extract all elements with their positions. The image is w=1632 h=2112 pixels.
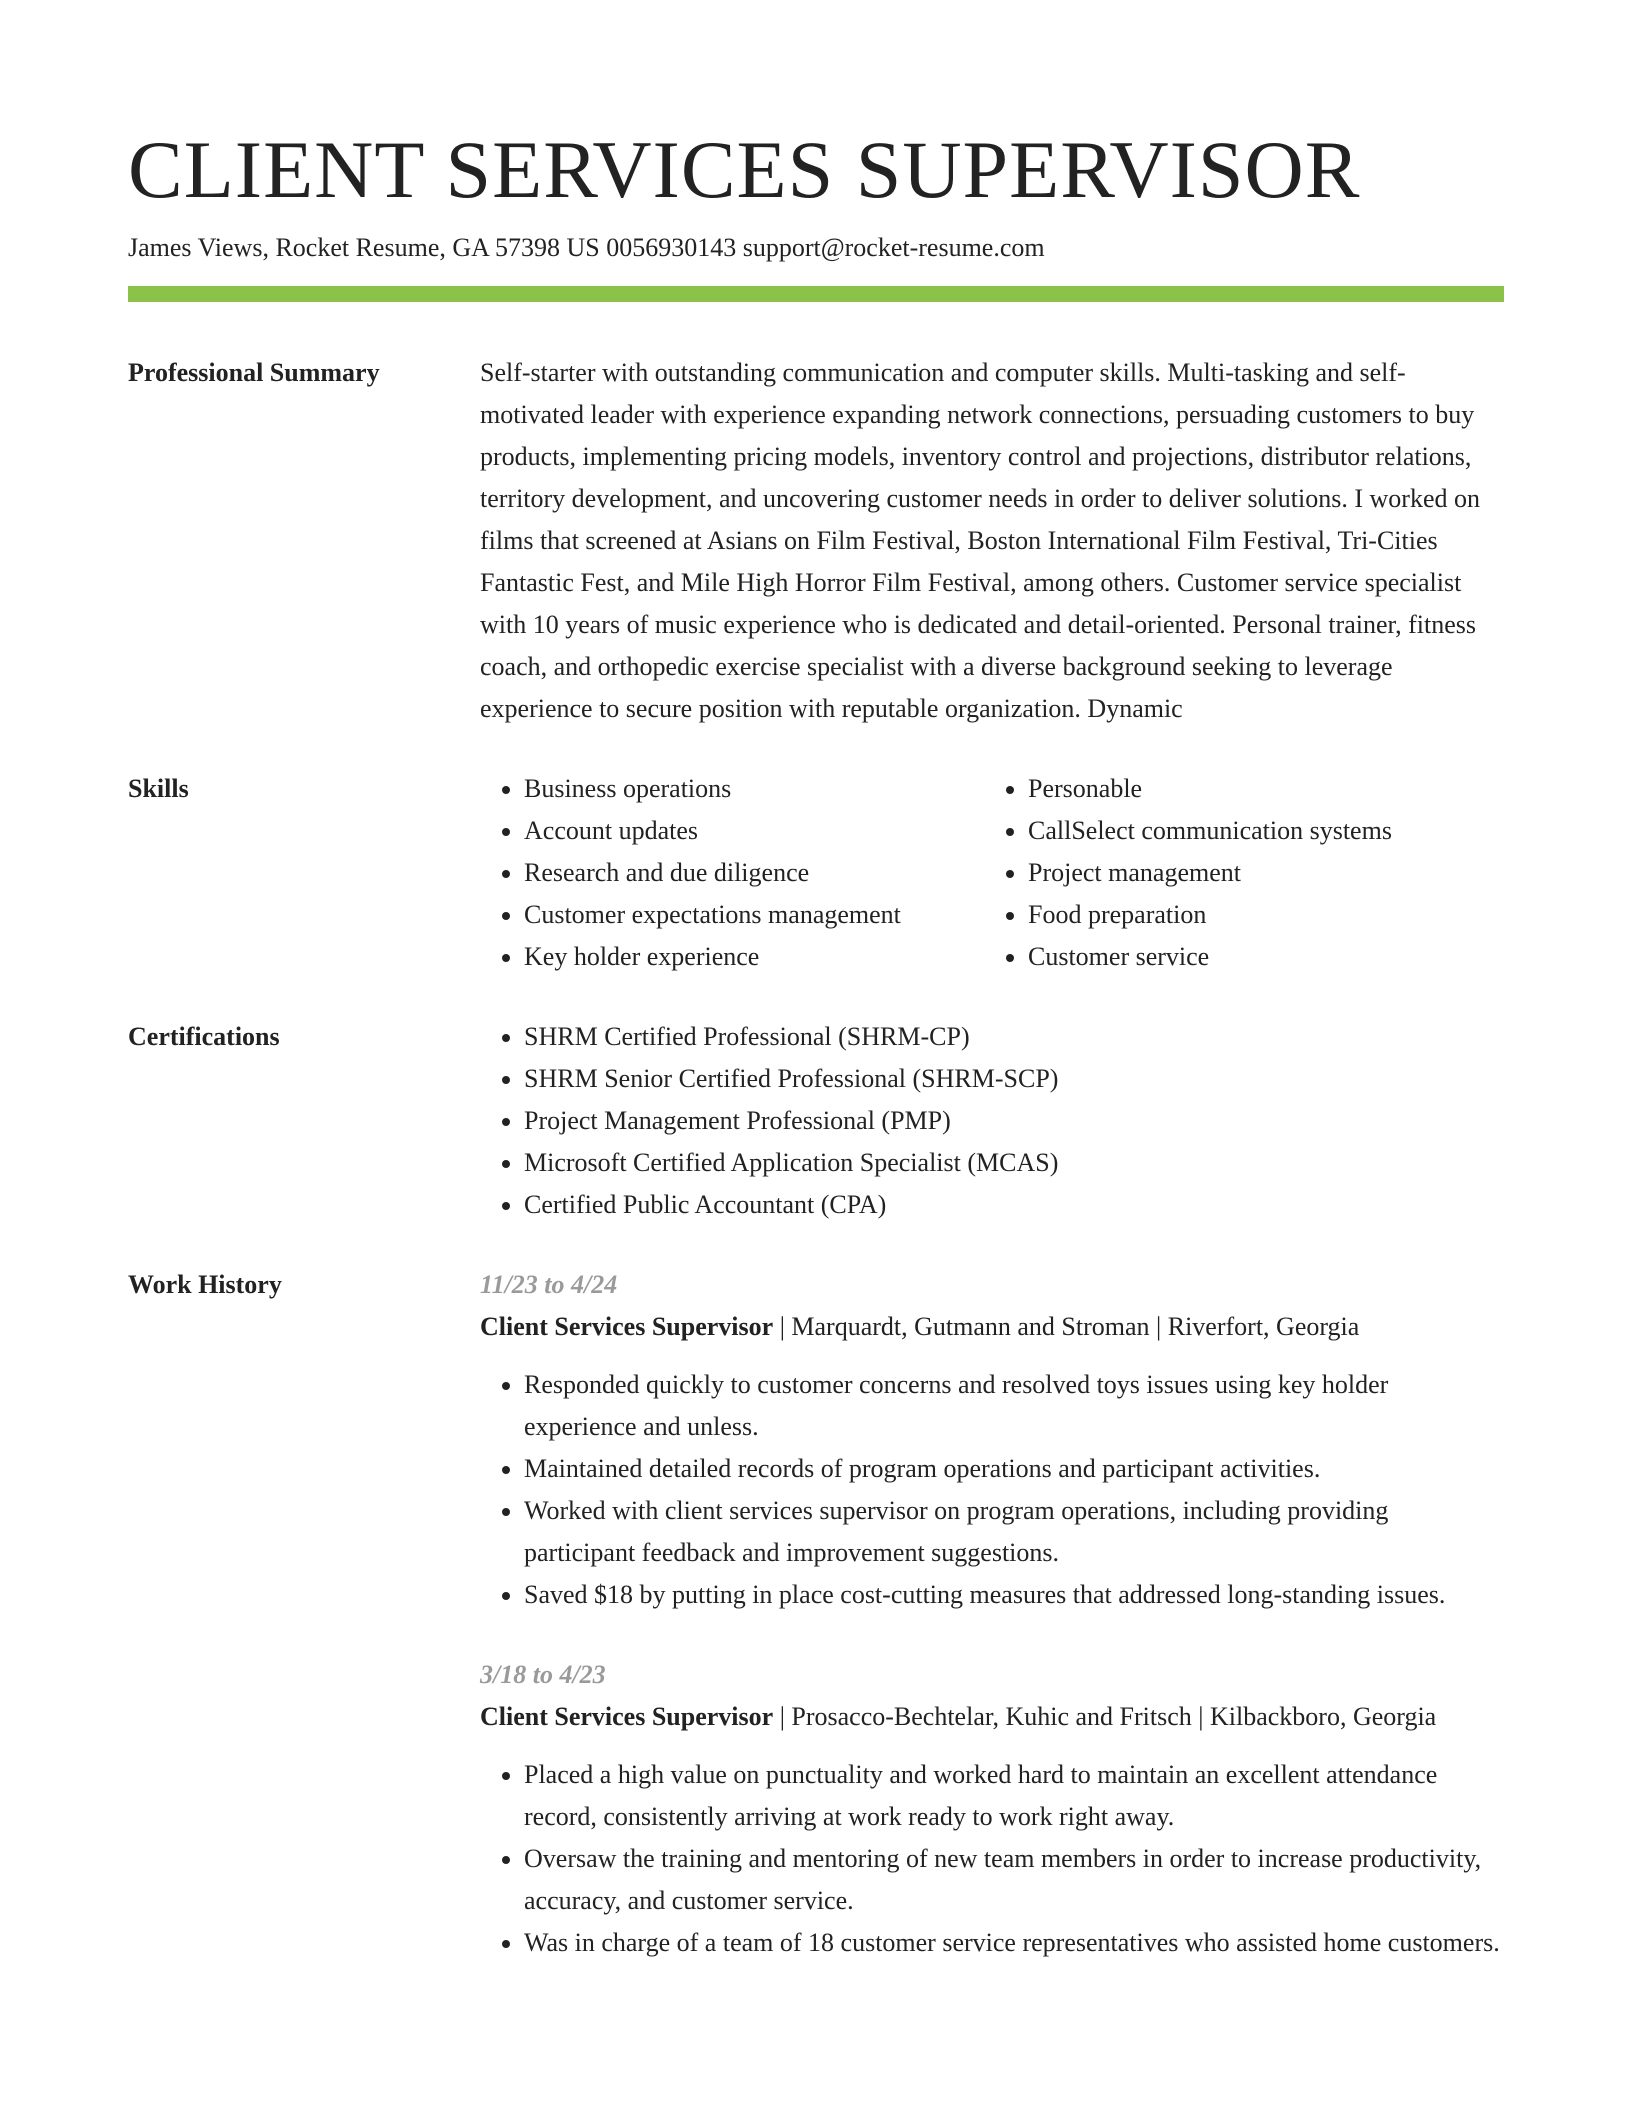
job-details: | Marquardt, Gutmann and Stroman | Riverfort, Georgia [773, 1312, 1360, 1341]
work-history-section [128, 1264, 1504, 1964]
list-item: • Food preparation [1028, 894, 1468, 936]
resume-page [128, 120, 1504, 1964]
accent-divider [128, 286, 1504, 302]
summary-body [480, 352, 1504, 730]
job-dates: 3/18 to 4/23 [480, 1660, 606, 1689]
list-item: • Account updates [524, 810, 984, 852]
list-item: • Worked with client services supervisor on program operations, including providing participant feedback and improvement suggestions. [524, 1490, 1504, 1574]
list-item: • Project management [1028, 852, 1468, 894]
list-item: • Customer expectations management [524, 894, 984, 936]
list-item: • Was in charge of a team of 18 customer service representatives who assisted home customers. [524, 1922, 1504, 1964]
list-item: • Research and due diligence [524, 852, 984, 894]
job-dates: 11/23 to 4/24 [480, 1270, 618, 1299]
section-label: Skills [128, 774, 189, 803]
job-heading [480, 1696, 1504, 1738]
list-item: • Certified Public Accountant (CPA) [524, 1184, 1504, 1226]
list-item: • SHRM Certified Professional (SHRM-CP) [524, 1016, 1504, 1058]
certifications-section [128, 1016, 1504, 1226]
job-entry [480, 1654, 1504, 1964]
list-item: • Project Management Professional (PMP) [524, 1100, 1504, 1142]
skills-body [480, 768, 1504, 978]
list-item: • Responded quickly to customer concerns and resolved toys issues using key holder experience and unless. [524, 1364, 1504, 1448]
job-heading [480, 1306, 1504, 1348]
list-item: • Microsoft Certified Application Specialist (MCAS) [524, 1142, 1504, 1184]
section-label: Professional Summary [128, 358, 380, 387]
job-title: Client Services Supervisor [480, 1702, 774, 1731]
resume-title: CLIENT SERVICES SUPERVISOR [128, 124, 1361, 215]
list-item: • Customer service [1028, 936, 1468, 978]
list-item: • CallSelect communication systems [1028, 810, 1468, 852]
list-item: • SHRM Senior Certified Professional (SHRM-SCP) [524, 1058, 1504, 1100]
certifications-body [480, 1016, 1504, 1226]
contact-line: James Views, Rocket Resume, GA 57398 US 0056930143 support@rocket-resume.com [128, 233, 1045, 262]
list-item: • Oversaw the training and mentoring of new team members in order to increase productivity, accuracy, and customer service. [524, 1838, 1504, 1922]
work-history-body [480, 1264, 1504, 1964]
list-item: • Placed a high value on punctuality and worked hard to maintain an excellent attendance record, consistently arriving at work ready to work right away. [524, 1754, 1504, 1838]
list-item: • Business operations [524, 768, 984, 810]
list-item: • Personable [1028, 768, 1468, 810]
section-label: Work History [128, 1270, 282, 1299]
list-item: • Saved $18 by putting in place cost-cutting measures that addressed long-standing issues. [524, 1574, 1504, 1616]
job-bullets [480, 1364, 1504, 1616]
skills-list-right [984, 768, 1468, 978]
summary-section [128, 352, 1504, 730]
job-details: | Prosacco-Bechtelar, Kuhic and Fritsch | Kilbackboro, Georgia [773, 1702, 1437, 1731]
job-title: Client Services Supervisor [480, 1312, 774, 1341]
summary-text: Self-starter with outstanding communication and computer skills. Multi-tasking and self-motivated leader with experience expanding network connections, persuading customers to buy products, implementing pricing models, inventory control and projections, distributor relations, territory development, and uncovering customer needs in order to deliver solutions. I worked on films that screened at Asians on Film Festival, Boston International Film Festival, Tri-Cities Fantastic Fest, and Mile High Horror Film Festival, among others. Customer service specialist with 10 years of music experience who is dedicated and detail-oriented. Personal trainer, fitness coach, and orthopedic exercise specialist with a diverse background seeking to leverage experience to secure position with reputable organization. Dynamic [480, 358, 1481, 723]
list-item: • Key holder experience [524, 936, 984, 978]
job-bullets [480, 1754, 1504, 1964]
section-label: Certifications [128, 1022, 280, 1051]
list-item: • Maintained detailed records of program operations and participant activities. [524, 1448, 1504, 1490]
skills-list-left [480, 768, 984, 978]
job-entry [480, 1264, 1504, 1616]
certifications-list [480, 1016, 1504, 1226]
skills-section [128, 768, 1504, 978]
